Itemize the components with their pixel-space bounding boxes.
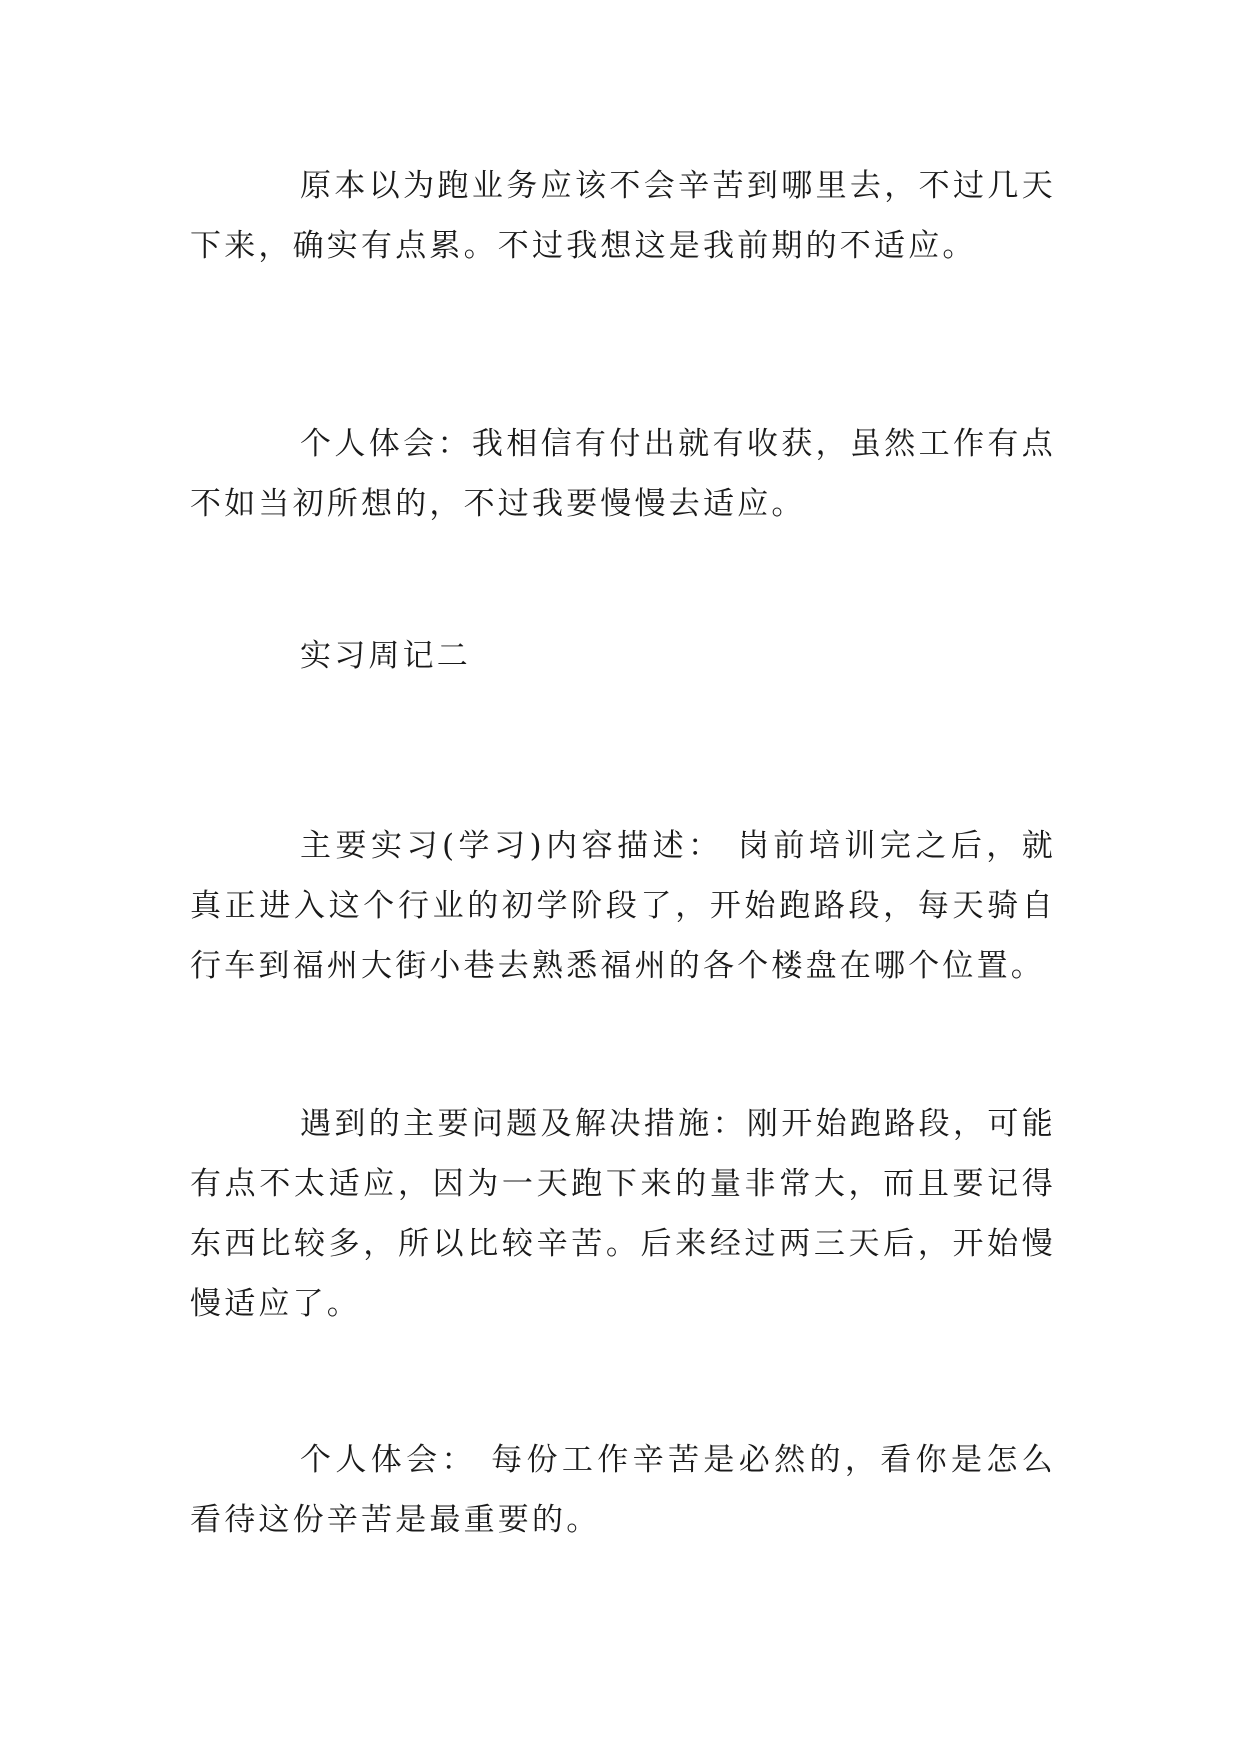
section-heading-week-two: 实习周记二 bbox=[300, 638, 471, 674]
paragraph-main-content: 主要实习(学习)内容描述： 岗前培训完之后，就真正进入这个行业的初学阶段了，开始跑路段，每天骑自行车到福州大街小巷去熟悉福州的各个楼盘在哪个位置。 bbox=[190, 828, 1056, 984]
paragraph-personal-reflection-1: 个人体会：我相信有付出就有收获，虽然工作有点不如当初所想的，不过我要慢慢去适应。 bbox=[190, 426, 1056, 522]
paragraph-initial-impression: 原本以为跑业务应该不会辛苦到哪里去，不过几天下来，确实有点累。不过我想这是我前期的不适应。 bbox=[190, 168, 1056, 264]
paragraph-personal-reflection-2: 个人体会： 每份工作辛苦是必然的，看你是怎么看待这份辛苦是最重要的。 bbox=[190, 1442, 1056, 1538]
paragraph-problems-solutions: 遇到的主要问题及解决措施：刚开始跑路段，可能有点不太适应，因为一天跑下来的量非常大，而且要记得东西比较多，所以比较辛苦。后来经过两三天后，开始慢慢适应了。 bbox=[190, 1106, 1056, 1322]
